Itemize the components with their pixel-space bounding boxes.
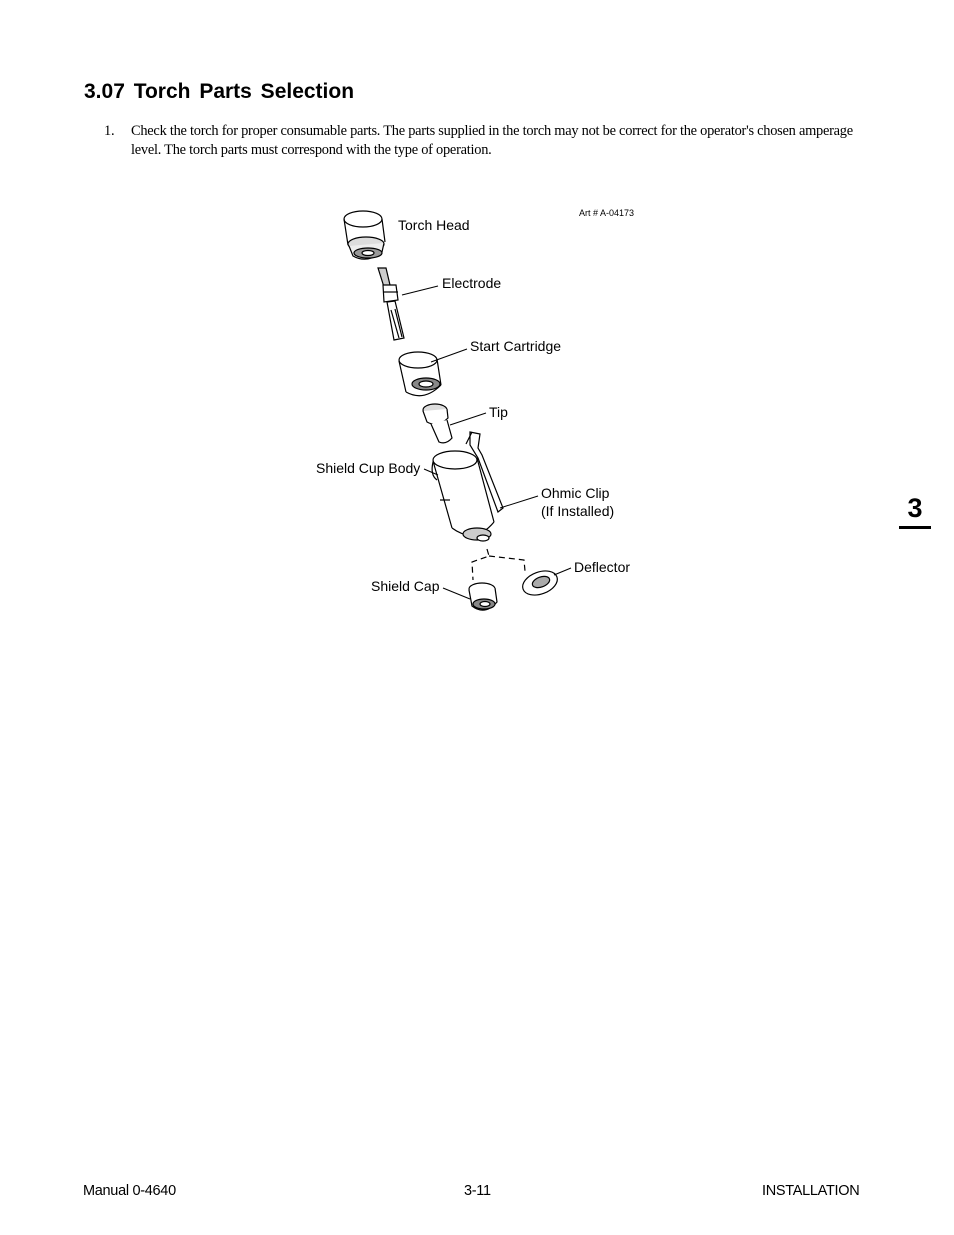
label-electrode: Electrode [442, 275, 502, 291]
label-start-cartridge: Start Cartridge [470, 338, 562, 354]
assembly-dashed-line [472, 549, 525, 580]
section-heading: 3.07 Torch Parts Selection [84, 80, 355, 103]
step-number: 1. [104, 123, 115, 139]
label-deflector: Deflector [574, 559, 631, 575]
chapter-tab-underline [899, 526, 931, 529]
label-torch-head: Torch Head [398, 217, 470, 233]
ohmic-clip-drawing [466, 432, 503, 512]
chapter-tab-number: 3 [907, 493, 923, 523]
torch-head-drawing [344, 211, 385, 259]
shield-cap-drawing [469, 583, 497, 610]
label-ohmic-clip: Ohmic Clip [541, 485, 610, 501]
label-shield-cup-body: Shield Cup Body [316, 460, 421, 476]
start-cartridge-drawing [399, 352, 441, 396]
footer-section-name: INSTALLATION [762, 1183, 860, 1199]
electrode-drawing [378, 268, 404, 340]
footer-page-number: 3-11 [464, 1183, 491, 1199]
label-tip: Tip [489, 404, 508, 420]
leader-lines [402, 286, 571, 599]
art-number: Art # A-04173 [579, 208, 635, 218]
tip-drawing [423, 404, 452, 443]
label-ohmic-clip-note: (If Installed) [541, 503, 615, 519]
step-text: Check the torch for proper consumable parts. The parts supplied in the torch may not be correct for the operator's chosen amperage level. The torch parts must correspond with the type of operation. [131, 123, 853, 158]
deflector-drawing [519, 567, 560, 600]
footer-manual-number: Manual 0-4640 [83, 1183, 176, 1199]
label-shield-cap: Shield Cap [371, 578, 440, 594]
